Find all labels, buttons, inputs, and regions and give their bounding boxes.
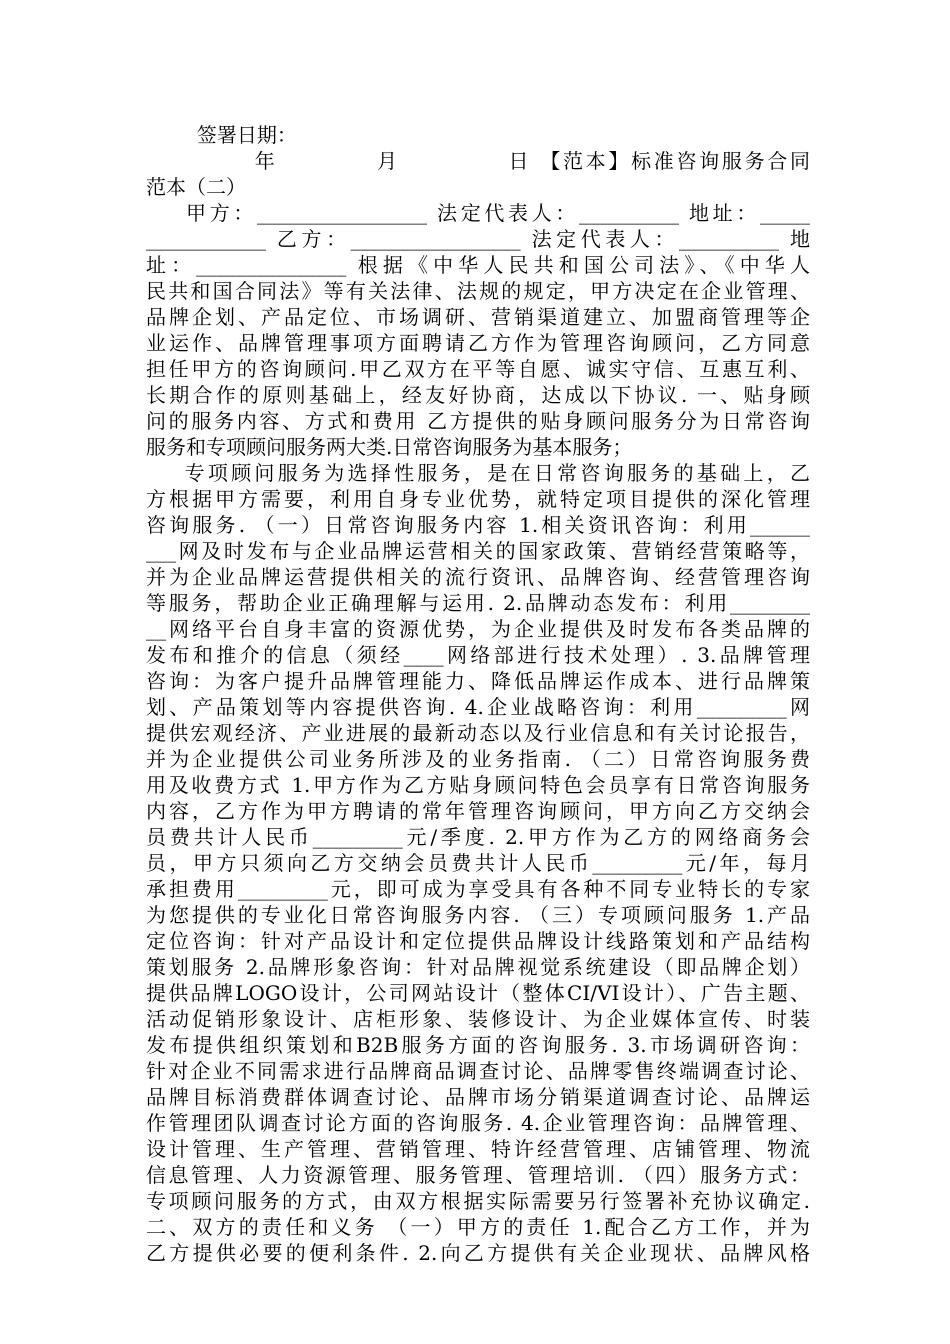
body-line: 策划服务 2.品牌形象咨询：针对品牌视觉系统建设（即品牌企划） [146, 955, 810, 979]
body-line: 发布提供组织策划和B2B服务方面的咨询服务. 3.市场调研咨询： [146, 1033, 810, 1057]
body-line: ___网及时发布与企业品牌运营相关的国家政策、营销经营策略等， [146, 539, 810, 563]
body-line: 长期合作的原则基础上，经友好协商，达成以下协议. 一、贴身顾 [146, 383, 810, 407]
body-line: 民共和国合同法》等有关法律、法规的规定，甲方决定在企业管理、 [146, 279, 810, 303]
body-line: 品牌目标消费群体调查讨论、品牌市场分销渠道调查讨论、品牌运 [146, 1085, 810, 1109]
body-line: 设计管理、生产管理、营销管理、特许经营管理、店铺管理、物流 [146, 1137, 810, 1161]
body-line: 承担费用_________元，即可成为享受具有各种不同专业特长的专家 [146, 877, 810, 901]
body-line: 咨询服务. （一）日常咨询服务内容 1.相关资讯咨询：利用______ [146, 513, 810, 537]
body-line: 内容，乙方作为甲方聘请的常年管理咨询顾问，甲方向乙方交纳会 [146, 799, 810, 823]
body-line: 划、产品策划等内容提供咨询. 4.企业战略咨询：利用_________网 [146, 695, 810, 719]
title-line-continued: 范本（二） [146, 175, 246, 199]
body-line: 专项顾问服务为选择性服务，是在日常咨询服务的基础上，乙 [146, 461, 810, 485]
body-line: 定位咨询：针对产品设计和定位提供品牌设计线路策划和产品结构 [146, 929, 810, 953]
body-line: 针对企业不同需求进行品牌商品调查讨论、品牌零售终端调查讨论、 [146, 1059, 810, 1083]
body-line: 提供宏观经济、产业进展的最新动态以及行业信息和有关讨论报告， [146, 721, 810, 745]
body-line: 品牌企划、产品定位、市场调研、营销渠道建立、加盟商管理等企 [146, 305, 810, 329]
body-line: 信息管理、人力资源管理、服务管理、管理培训. （四）服务方式： [146, 1163, 810, 1187]
body-line: 等服务，帮助企业正确理解与运用. 2.品牌动态发布：利用________ [146, 591, 810, 615]
body-line: 专项顾问服务的方式，由双方根据实际需要另行签署补充协议确定. [146, 1189, 810, 1213]
body-line: 业运作、品牌管理事项方面聘请乙方作为管理咨询顾问，乙方同意 [146, 331, 810, 355]
body-line: 乙方提供必要的便利条件. 2.向乙方提供有关企业现状、品牌风格 [146, 1241, 810, 1265]
body-line: 作管理团队调查讨论方面的咨询服务. 4.企业管理咨询：品牌管理、 [146, 1111, 810, 1135]
party-line: ____________ 乙方：_________________ 法定代表人：__________ 地 [146, 227, 810, 251]
signing-date-line: 签署日期： [146, 123, 297, 147]
party-line: 甲方：_________________ 法定代表人：__________ 地址：_____ [146, 201, 810, 225]
body-line: 并为企业品牌运营提供相关的流行资讯、品牌咨询、经营管理咨询 [146, 565, 810, 589]
body-line: 提供品牌LOGO设计，公司网站设计（整体CI/VI设计）、广告主题、 [146, 981, 810, 1005]
body-line: 服务和专项顾问服务两大类.日常咨询服务为基本服务； [146, 435, 633, 459]
body-line: 址：_______________ 根据《中华人民共和国公司法》、《中华人 [146, 253, 810, 277]
body-line: 为您提供的专业化日常咨询服务内容. （三）专项顾问服务 1.产品 [146, 903, 810, 927]
body-line: 咨询：为客户提升品牌管理能力、降低品牌运作成本、进行品牌策 [146, 669, 810, 693]
body-line: 问的服务内容、方式和费用 乙方提供的贴身顾问服务分为日常咨询 [146, 409, 810, 433]
body-line: 二、双方的责任和义务 （一）甲方的责任 1.配合乙方工作，并为 [146, 1215, 810, 1239]
body-line: 用及收费方式 1.甲方作为乙方贴身顾问特色会员享有日常咨询服务 [146, 773, 810, 797]
title-line: 年 月 日 【范本】标准咨询服务合同 [146, 149, 810, 173]
body-line: __网络平台自身丰富的资源优势，为企业提供及时发布各类品牌的 [146, 617, 810, 641]
body-line: 活动促销形象设计、店柜形象、装修设计、为企业媒体宣传、时装 [146, 1007, 810, 1031]
body-line: 员费共计人民币_________元/季度. 2.甲方作为乙方的网络商务会 [146, 825, 810, 849]
body-line: 方根据甲方需要，利用自身专业优势，就特定项目提供的深化管理 [146, 487, 810, 511]
body-line: 担任甲方的咨询顾问.甲乙双方在平等自愿、诚实守信、互惠互利、 [146, 357, 810, 381]
body-line: 发布和推介的信息（须经____网络部进行技术处理）. 3.品牌管理 [146, 643, 810, 667]
body-line: 员，甲方只须向乙方交纳会员费共计人民币_________元/年，每月 [146, 851, 810, 875]
body-line: 并为企业提供公司业务所涉及的业务指南. （二）日常咨询服务费 [146, 747, 810, 771]
